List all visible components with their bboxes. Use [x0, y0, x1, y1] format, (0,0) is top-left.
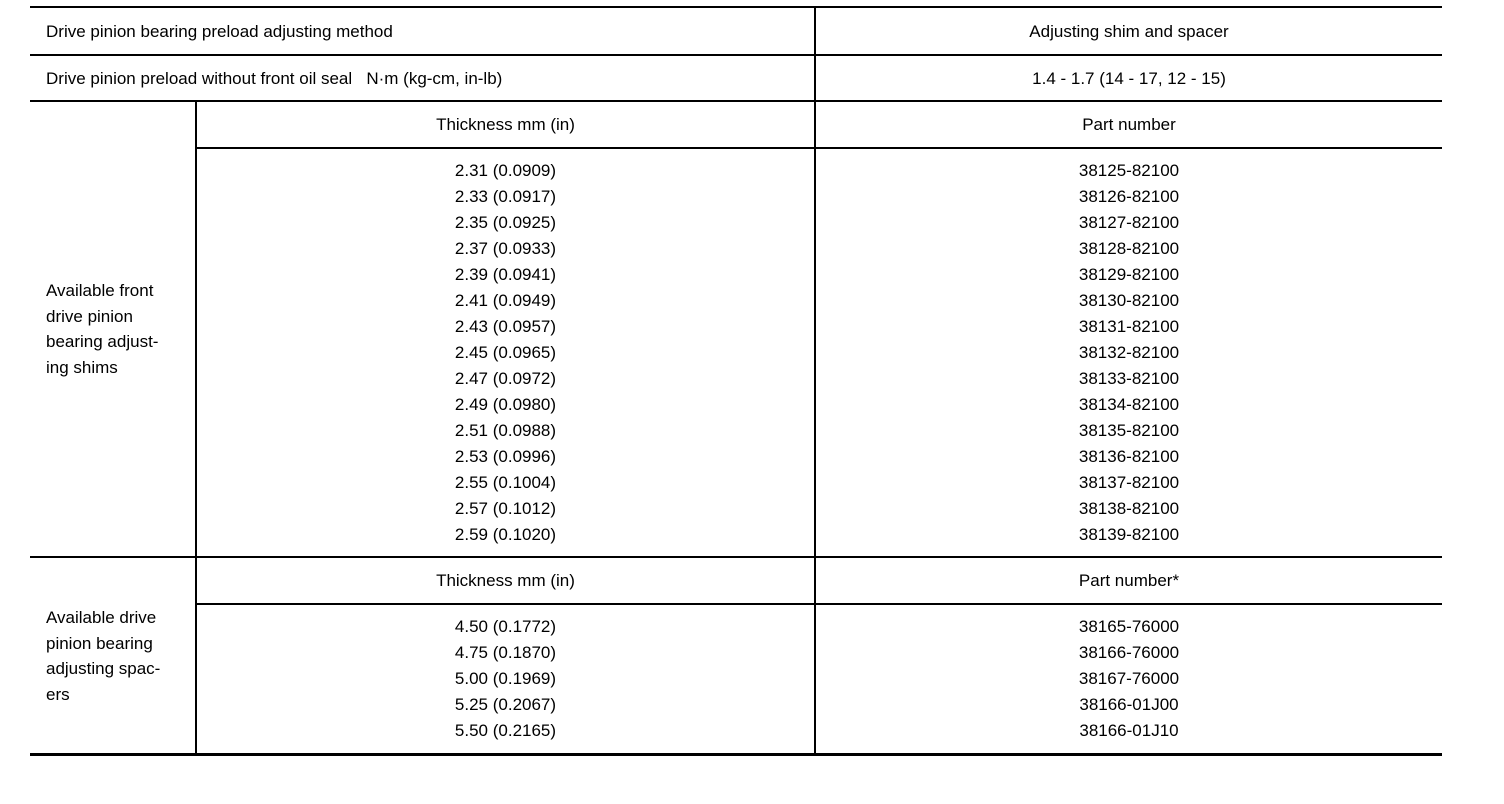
shim-thickness: 2.47 (0.0972) [454, 369, 557, 388]
shim-part-number: 38133-82100 [1078, 369, 1180, 388]
label-line: pinion bearing [46, 633, 153, 653]
label-line: drive pinion [46, 306, 133, 326]
spacer-part-number: 38166-01J00 [1079, 695, 1179, 714]
shim-part-number: 38126-82100 [1078, 187, 1180, 206]
spacer-part-number: 38166-76000 [1078, 643, 1180, 662]
shim-thickness: 2.51 (0.0988) [454, 421, 557, 440]
shim-part-number: 38125-82100 [1078, 161, 1180, 180]
spacer-thickness: 5.00 (0.1969) [454, 669, 557, 688]
shim-thickness: 2.49 (0.0980) [454, 395, 557, 414]
row-divider [30, 100, 1442, 102]
label-line: Available drive [46, 608, 157, 627]
shim-part-number: 38138-82100 [1078, 499, 1180, 518]
shim-thickness: 2.57 (0.1012) [454, 499, 557, 518]
shim-thickness: 2.39 (0.0941) [454, 265, 557, 284]
label-line: adjusting spac- [46, 659, 161, 678]
shim-part-number: 38137-82100 [1078, 473, 1180, 492]
shim-thickness: 2.35 (0.0925) [454, 213, 557, 232]
shim-part-number: 38134-82100 [1078, 395, 1180, 414]
shim-thickness: 2.41 (0.0949) [454, 291, 557, 310]
shim-part-number: 38128-82100 [1078, 239, 1180, 258]
row-divider [30, 54, 1442, 56]
spacer-part-number: 38167-76000 [1078, 669, 1180, 688]
preload-value: 1.4 - 1.7 (14 - 17, 12 - 15) [1032, 69, 1226, 88]
shim-thickness: 2.59 (0.1020) [454, 525, 557, 544]
shims-part-header: Part number [1082, 115, 1176, 134]
label-line: ers [46, 684, 70, 704]
shim-thickness: 2.37 (0.0933) [454, 239, 557, 258]
shim-part-number: 38135-82100 [1078, 421, 1180, 440]
shim-thickness: 2.45 (0.0965) [454, 343, 557, 362]
spacers-part-list [816, 614, 1442, 744]
shims-thickness-list [197, 158, 814, 548]
label-line: bearing adjust- [46, 332, 159, 351]
table-bottom-rule [30, 753, 1442, 756]
shim-thickness: 2.55 (0.1004) [454, 473, 557, 492]
label-line: Available front [46, 281, 154, 300]
method-label: Drive pinion bearing preload adjusting method [46, 22, 393, 41]
spacer-thickness: 4.75 (0.1870) [454, 643, 557, 662]
shim-part-number: 38127-82100 [1078, 213, 1180, 232]
spacers-thickness-header: Thickness mm (in) [436, 571, 575, 590]
shims-section-label [46, 278, 158, 380]
spacer-thickness: 4.50 (0.1772) [454, 617, 557, 636]
shim-part-number: 38136-82100 [1078, 447, 1180, 466]
shims-thickness-header: Thickness mm (in) [436, 115, 575, 134]
spacer-part-number: 38166-01J10 [1079, 721, 1179, 740]
shim-thickness: 2.33 (0.0917) [454, 187, 557, 206]
section-divider [30, 556, 1442, 558]
method-value: Adjusting shim and spacer [1029, 22, 1229, 41]
table-top-rule [30, 6, 1442, 8]
spacers-thickness-list [197, 614, 814, 744]
spacer-thickness: 5.50 (0.2165) [454, 721, 557, 740]
spacers-part-header: Part number* [1078, 571, 1180, 590]
preload-label: Drive pinion preload without front oil seal N·m (kg-cm, in-lb) [46, 69, 503, 88]
shim-part-number: 38132-82100 [1078, 343, 1180, 362]
shims-part-list [816, 158, 1442, 548]
shim-thickness: 2.53 (0.0996) [454, 447, 557, 466]
shim-thickness: 2.43 (0.0957) [454, 317, 557, 336]
shim-thickness: 2.31 (0.0909) [454, 161, 557, 180]
shim-part-number: 38130-82100 [1078, 291, 1180, 310]
shim-part-number: 38131-82100 [1078, 317, 1180, 336]
shim-part-number: 38139-82100 [1078, 525, 1180, 544]
spacers-section-label [46, 605, 160, 707]
spacer-thickness: 5.25 (0.2067) [454, 695, 557, 714]
shim-part-number: 38129-82100 [1078, 265, 1180, 284]
spacer-header-divider [196, 603, 1442, 605]
shim-header-divider [196, 147, 1442, 149]
spacer-part-number: 38165-76000 [1078, 617, 1180, 636]
label-line: ing shims [46, 357, 118, 377]
